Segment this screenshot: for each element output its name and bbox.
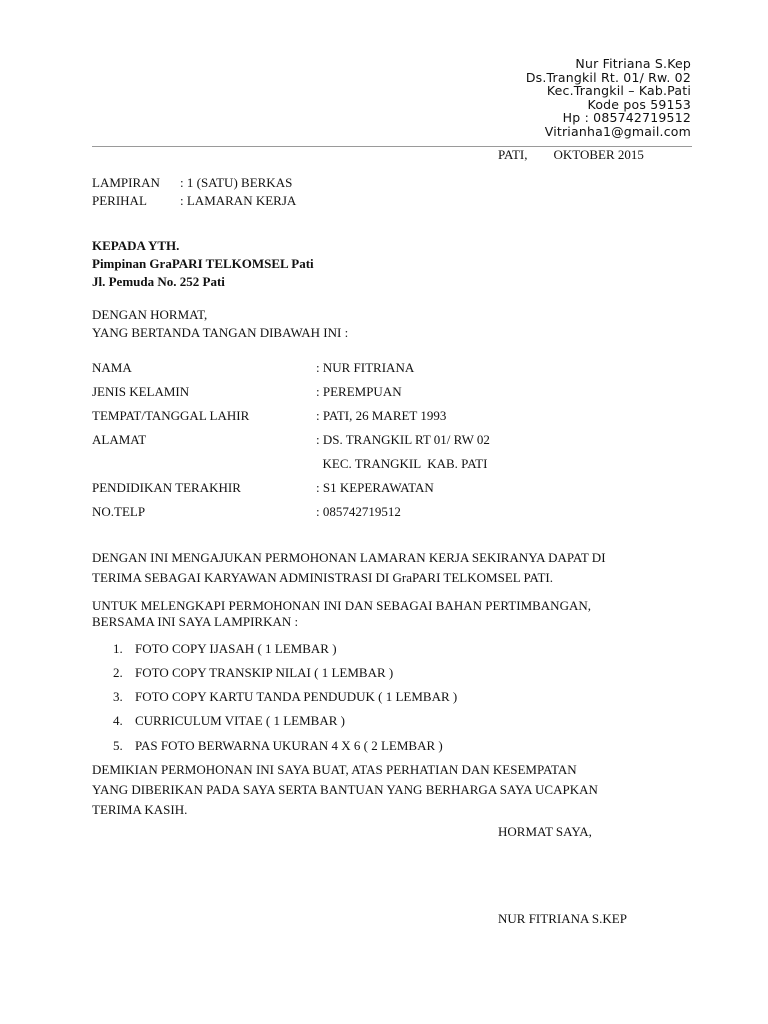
paragraph-line: UNTUK MELENGKAPI PERMOHONAN INI DAN SEBAGAI BAHAN PERTIMBANGAN,	[92, 598, 591, 613]
identity-row	[92, 407, 446, 425]
identity-label: PENDIDIKAN TERAKHIR	[92, 480, 241, 495]
paragraph-line: YANG DIBERIKAN PADA SAYA SERTA BANTUAN YANG BERHARGA SAYA UCAPKAN	[92, 782, 598, 797]
identity-row	[92, 503, 401, 521]
sender-email: Vitrianha1@gmail.com	[544, 123, 691, 139]
signature-name: NUR FITRIANA S.KEP	[498, 911, 627, 926]
sender-postal: Kode pos 59153	[587, 96, 691, 112]
identity-label: TEMPAT/TANGGAL LAHIR	[92, 408, 250, 423]
list-text: FOTO COPY KARTU TANDA PENDUDUK ( 1 LEMBAR )	[135, 689, 458, 704]
list-number: 4.	[113, 713, 123, 728]
sender-address-2: Kec.Trangkil – Kab.Pati	[546, 83, 691, 99]
list-number: 5.	[113, 738, 123, 753]
letter-date	[498, 146, 644, 164]
recipient-line-1: KEPADA YTH.	[92, 238, 180, 253]
identity-value: : PATI, 26 MARET 1993	[316, 408, 447, 423]
greeting-line-1: DENGAN HORMAT,	[92, 307, 208, 322]
identity-value: KEC. TRANGKIL KAB. PATI	[316, 456, 488, 471]
list-number: 2.	[113, 665, 123, 680]
closing-paragraph	[92, 760, 712, 820]
identity-row	[92, 431, 490, 449]
date-city: PATI,	[498, 147, 528, 162]
greeting-line-2: YANG BERTANDA TANGAN DIBAWAH INI :	[92, 325, 349, 340]
identity-value: : PEREMPUAN	[316, 384, 402, 399]
list-text: FOTO COPY TRANSKIP NILAI ( 1 LEMBAR )	[135, 665, 394, 680]
perihal-line	[92, 192, 296, 210]
list-item	[113, 664, 393, 682]
lampiran-value: : 1 (SATU) BERKAS	[180, 175, 293, 190]
list-text: CURRICULUM VITAE ( 1 LEMBAR )	[135, 713, 345, 728]
recipient-line-2: Pimpinan GraPARI TELKOMSEL Pati	[92, 256, 314, 271]
identity-label: NO.TELP	[92, 504, 146, 519]
identity-row	[92, 455, 487, 473]
list-item	[113, 737, 443, 755]
paragraph-line: DENGAN INI MENGAJUKAN PERMOHONAN LAMARAN KERJA SEKIRANYA DAPAT DI	[92, 550, 606, 565]
signature-salutation: HORMAT SAYA,	[498, 824, 592, 839]
identity-value: : S1 KEPERAWATAN	[316, 480, 434, 495]
list-item	[113, 712, 345, 730]
body-paragraph-2	[92, 596, 712, 632]
list-text: FOTO COPY IJASAH ( 1 LEMBAR )	[135, 641, 337, 656]
sender-address-1: Ds.Trangkil Rt. 01/ Rw. 02	[525, 69, 691, 85]
list-item	[113, 688, 457, 706]
perihal-label: PERIHAL	[92, 193, 147, 208]
identity-label: ALAMAT	[92, 432, 147, 447]
identity-row	[92, 479, 434, 497]
recipient-line-3: Jl. Pemuda No. 252 Pati	[92, 274, 225, 289]
list-text: PAS FOTO BERWARNA UKURAN 4 X 6 ( 2 LEMBAR )	[135, 738, 443, 753]
sender-name: Nur Fitriana S.Kep	[575, 56, 691, 71]
identity-row	[92, 359, 414, 377]
body-paragraph-1	[92, 548, 712, 588]
paragraph-line: TERIMA SEBAGAI KARYAWAN ADMINISTRASI DI GraPARI TELKOMSEL PATI.	[92, 570, 553, 585]
identity-label: JENIS KELAMIN	[92, 384, 190, 399]
identity-row	[92, 383, 402, 401]
paragraph-line: TERIMA KASIH.	[92, 802, 188, 817]
list-number: 3.	[113, 689, 123, 704]
sender-phone: Hp : 085742719512	[562, 110, 691, 126]
lampiran-line	[92, 174, 292, 192]
list-number: 1.	[113, 641, 123, 656]
paragraph-line: BERSAMA INI SAYA LAMPIRKAN :	[92, 614, 299, 629]
paragraph-line: DEMIKIAN PERMOHONAN INI SAYA BUAT, ATAS PERHATIAN DAN KESEMPATAN	[92, 762, 577, 777]
lampiran-label: LAMPIRAN	[92, 175, 160, 190]
date-month-year: OKTOBER 2015	[553, 147, 644, 162]
identity-label: NAMA	[92, 360, 132, 375]
list-item	[113, 640, 337, 658]
identity-value: : DS. TRANGKIL RT 01/ RW 02	[316, 432, 490, 447]
identity-value: : NUR FITRIANA	[316, 360, 415, 375]
identity-value: : 085742719512	[316, 504, 401, 519]
sender-block	[526, 57, 691, 139]
perihal-value: : LAMARAN KERJA	[180, 193, 297, 208]
